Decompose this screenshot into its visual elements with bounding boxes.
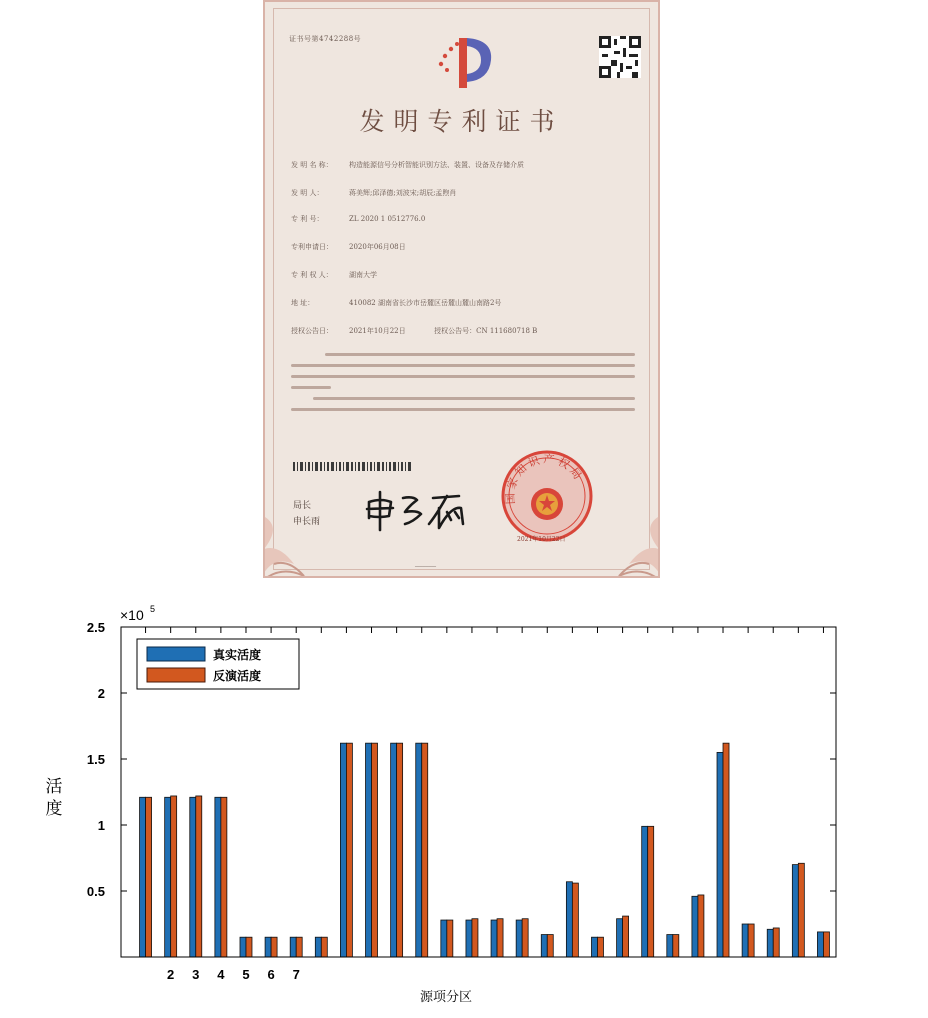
field-label: 发 明 人： <box>291 189 324 197</box>
y-tick-label: 1 <box>97 818 105 833</box>
bar-inverted-activity <box>171 796 177 957</box>
bar-true-activity <box>792 865 798 957</box>
paragraph-line <box>291 408 635 411</box>
bar-true-activity <box>717 752 723 957</box>
y-axis-label: 活度 <box>45 777 63 819</box>
bar-inverted-activity <box>572 883 578 957</box>
paragraph-line <box>291 375 635 378</box>
seal-date: 2021年10月22日 <box>517 536 566 543</box>
bar-true-activity <box>190 797 196 957</box>
bar-inverted-activity <box>422 743 428 957</box>
bar-inverted-activity <box>196 796 202 957</box>
signature-title: 局长 <box>293 501 312 511</box>
bar-true-activity <box>642 826 648 957</box>
bar-inverted-activity <box>773 928 779 957</box>
certificate-number: 证书号第4742288号 <box>289 35 362 43</box>
official-seal-icon <box>497 446 597 546</box>
field-value: ZL 2020 1 0512776.0 <box>349 215 426 223</box>
field-inventor <box>291 188 456 198</box>
bar-inverted-activity <box>397 743 403 957</box>
bar-true-activity <box>767 929 773 957</box>
legend-swatch-inverted <box>147 668 205 682</box>
field-invention-name <box>291 160 524 170</box>
bar-inverted-activity <box>221 797 227 957</box>
y-multiplier-label: ×10 <box>120 607 144 623</box>
signature-name: 申长雨 <box>293 517 321 527</box>
certificate-title: 发明专利证书 <box>359 107 564 136</box>
y-tick-label: 1.5 <box>86 752 105 767</box>
bar-inverted-activity <box>497 919 503 957</box>
field-grant-date <box>291 326 537 336</box>
handwritten-signature-icon <box>363 484 483 534</box>
bar-inverted-activity <box>547 935 553 957</box>
field-label: 地 址： <box>291 299 315 307</box>
field-label: 专 利 号： <box>291 215 324 223</box>
field-value: 410082 湖南省长沙市岳麓区岳麓山麓山南路2号 <box>349 299 502 307</box>
bar-true-activity <box>240 937 246 957</box>
field-label: 专利申请日： <box>291 243 333 251</box>
bar-true-activity <box>416 743 422 957</box>
bar-true-activity <box>667 935 673 957</box>
bar-true-activity <box>742 924 748 957</box>
field-value: 蒋美辉;邱泽德;刘波宋;胡辰;孟煦肖 <box>349 189 457 197</box>
bar-inverted-activity <box>673 935 679 957</box>
legend-label-true: 真实活度 <box>213 648 262 662</box>
bar-inverted-activity <box>623 916 629 957</box>
bar-inverted-activity <box>372 743 378 957</box>
bar-inverted-activity <box>698 895 704 957</box>
x-tick-label: 4 <box>217 967 225 982</box>
bar-true-activity <box>441 920 447 957</box>
activity-bar-chart <box>0 596 928 1018</box>
bar-true-activity <box>516 920 522 957</box>
field-application-date <box>291 242 406 252</box>
paragraph-line <box>291 364 635 367</box>
bar-true-activity <box>140 797 146 957</box>
bars-group <box>140 743 830 957</box>
bar-true-activity <box>692 896 698 957</box>
barcode-icon <box>293 462 411 471</box>
bar-inverted-activity <box>346 743 352 957</box>
bar-inverted-activity <box>296 937 302 957</box>
y-tick-label: 0.5 <box>86 884 105 899</box>
paragraph-line <box>325 353 635 356</box>
field-value: 2020年06月08日 <box>349 243 406 251</box>
bar-true-activity <box>315 937 321 957</box>
bar-inverted-activity <box>522 919 528 957</box>
bar-inverted-activity <box>798 863 804 957</box>
bar-true-activity <box>617 919 623 957</box>
bar-true-activity <box>566 882 572 957</box>
bar-true-activity <box>366 743 372 957</box>
legend-swatch-true <box>147 647 205 661</box>
y-multiplier-exponent: 5 <box>150 604 156 614</box>
corner-ornament-icon <box>594 514 660 578</box>
y-tick-label: 2.5 <box>86 620 105 635</box>
field-value: 构造能源信号分析智能识别方法、装置、设备及存储介质 <box>349 161 524 169</box>
field-patent-number <box>291 214 425 224</box>
bar-inverted-activity <box>648 826 654 957</box>
seal-text: 国家知识产权局 <box>503 452 586 505</box>
field-label: 专 利 权 人： <box>291 271 333 279</box>
bar-true-activity <box>391 743 397 957</box>
patent-certificate <box>263 0 660 578</box>
x-tick-label: 6 <box>267 967 275 982</box>
bar-inverted-activity <box>246 937 252 957</box>
bar-inverted-activity <box>271 937 277 957</box>
x-tick-label: 7 <box>292 967 300 982</box>
page-number: ─────── <box>415 564 437 570</box>
bar-inverted-activity <box>748 924 754 957</box>
x-tick-label: 5 <box>242 967 250 982</box>
paragraph-line <box>291 386 331 389</box>
field-label: 授权公告日： <box>291 327 333 335</box>
field-address <box>291 298 501 308</box>
field-label: 发 明 名 称： <box>291 161 333 169</box>
field-value: 湖南大学 <box>349 271 377 279</box>
legend <box>137 639 299 689</box>
bar-inverted-activity <box>472 919 478 957</box>
bar-true-activity <box>491 920 497 957</box>
bar-inverted-activity <box>597 937 603 957</box>
paragraph-line <box>313 397 635 400</box>
bar-true-activity <box>817 932 823 957</box>
bar-true-activity <box>541 935 547 957</box>
bar-inverted-activity <box>447 920 453 957</box>
legend-label-inverted: 反演活度 <box>213 669 262 683</box>
bar-true-activity <box>591 937 597 957</box>
bar-true-activity <box>290 937 296 957</box>
field-value: CN 111680718 B <box>476 327 538 335</box>
qr-code-icon <box>599 36 641 78</box>
x-tick-label: 3 <box>192 967 200 982</box>
bar-true-activity <box>265 937 271 957</box>
bar-inverted-activity <box>146 797 152 957</box>
patent-office-logo-icon <box>433 30 497 90</box>
field-label: 授权公告号： <box>434 327 477 335</box>
bar-inverted-activity <box>723 743 729 957</box>
field-patentee <box>291 270 377 280</box>
x-axis-label: 源项分区 <box>420 990 473 1005</box>
bar-true-activity <box>466 920 472 957</box>
field-value: 2021年10月22日 <box>349 327 406 335</box>
y-tick-label: 2 <box>97 686 105 701</box>
bar-inverted-activity <box>823 932 829 957</box>
bar-true-activity <box>215 797 221 957</box>
x-tick-label: 2 <box>167 967 175 982</box>
bar-true-activity <box>340 743 346 957</box>
bar-true-activity <box>165 797 171 957</box>
bar-inverted-activity <box>321 937 327 957</box>
